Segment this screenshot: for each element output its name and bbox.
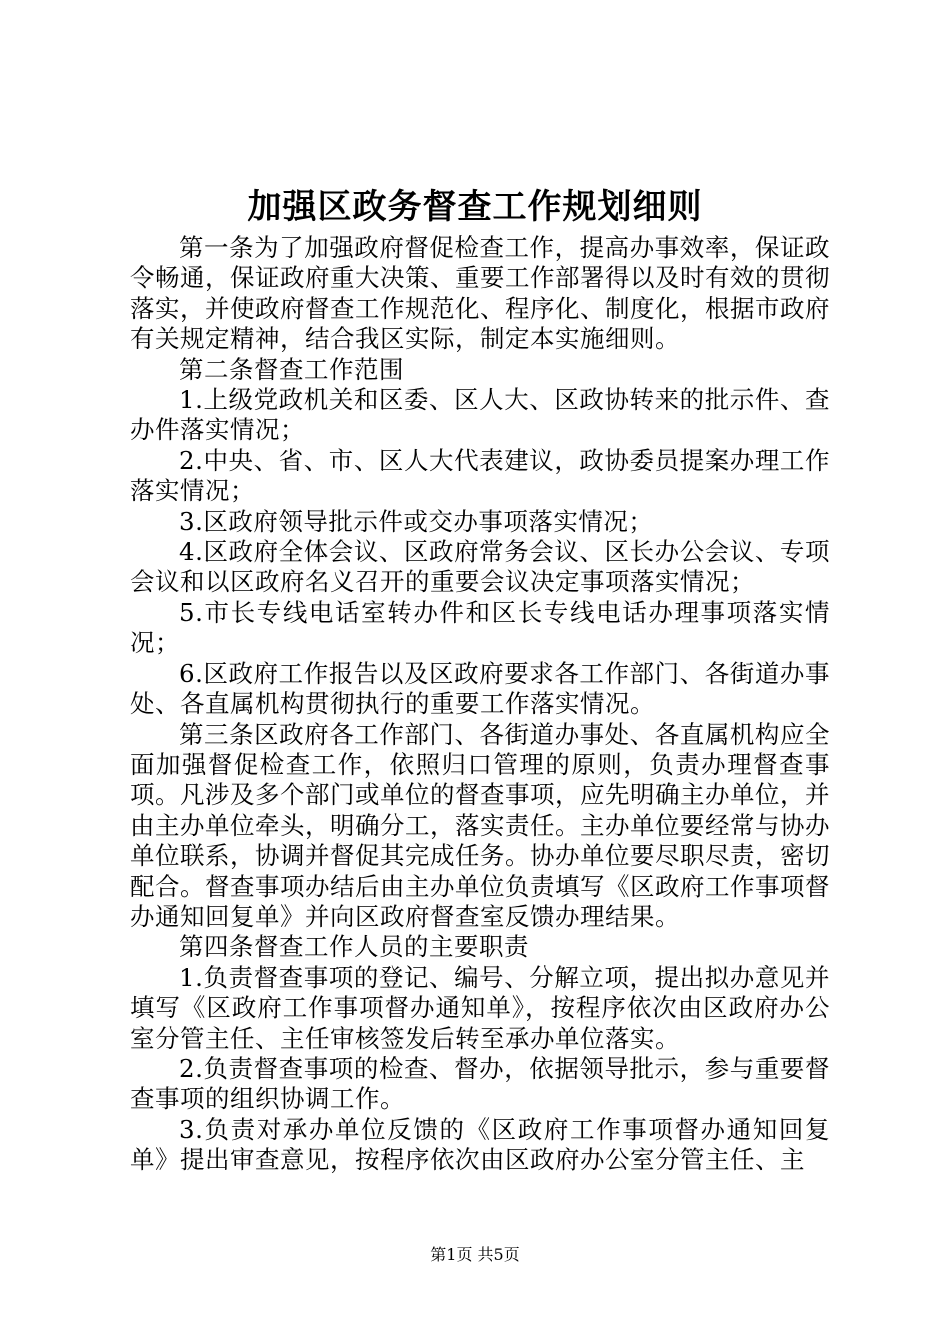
paragraph-duty-item-2: 2.负责督查事项的检查、督办，依据领导批示，参与重要督查事项的组织协调工作。 — [130, 1053, 830, 1114]
document-body — [130, 233, 830, 1176]
paragraph-scope-item-2: 2.中央、省、市、区人大代表建议，政协委员提案办理工作落实情况； — [130, 445, 830, 506]
paragraph-duty-item-1: 1.负责督查事项的登记、编号、分解立项，提出拟办意见并填写《区政府工作事项督办通知单》，按程序依次由区政府办公室分管主任、主任审核签发后转至承办单位落实。 — [130, 962, 830, 1053]
page-footer: 第1页 共5页 — [430, 1245, 520, 1264]
paragraph-scope-item-1: 1.上级党政机关和区委、区人大、区政协转来的批示件、查办件落实情况； — [130, 385, 830, 445]
paragraph-duty-item-3: 3.负责对承办单位反馈的《区政府工作事项督办通知回复单》提出审查意见，按程序依次由区政府办公室分管主任、主 — [130, 1114, 830, 1175]
document-title: 加强区政务督查工作规划细则 — [247, 187, 703, 227]
paragraph-scope-item-3: 3.区政府领导批示件或交办事项落实情况； — [179, 506, 654, 536]
paragraph-scope-item-5: 5.市长专线电话室转办件和区长专线电话办理事项落实情况； — [130, 597, 830, 658]
paragraph-article-2-heading: 第二条督查工作范围 — [179, 354, 404, 384]
paragraph-article-4-heading: 第四条督查工作人员的主要职责 — [179, 932, 529, 962]
paragraph-article-1: 第一条为了加强政府督促检查工作，提高办事效率，保证政令畅通，保证政府重大决策、重要工作部署得以及时有效的贯彻落实，并使政府督查工作规范化、程序化、制度化，根据市政府有关规定精神，结合我区实际，制定本实施细则。 — [130, 233, 830, 354]
paragraph-scope-item-6: 6.区政府工作报告以及区政府要求各工作部门、各街道办事处、各直属机构贯彻执行的重要工作落实情况。 — [130, 658, 830, 719]
paragraph-scope-item-4: 4.区政府全体会议、区政府常务会议、区长办公会议、专项会议和以区政府名义召开的重要会议决定事项落实情况； — [130, 537, 830, 597]
paragraph-article-3: 第三条区政府各工作部门、各街道办事处、各直属机构应全面加强督促检查工作，依照归口管理的原则，负责办理督查事项。凡涉及多个部门或单位的督查事项，应先明确主办单位，并由主办单位牵头，明确分工，落实责任。主办单位要经常与协办单位联系，协调并督促其完成任务。协办单位要尽职尽责，密切配合。督查事项办结后由主办单位负责填写《区政府工作事项督办通知回复单》并向区政府督查室反馈办理结果。 — [130, 719, 830, 931]
